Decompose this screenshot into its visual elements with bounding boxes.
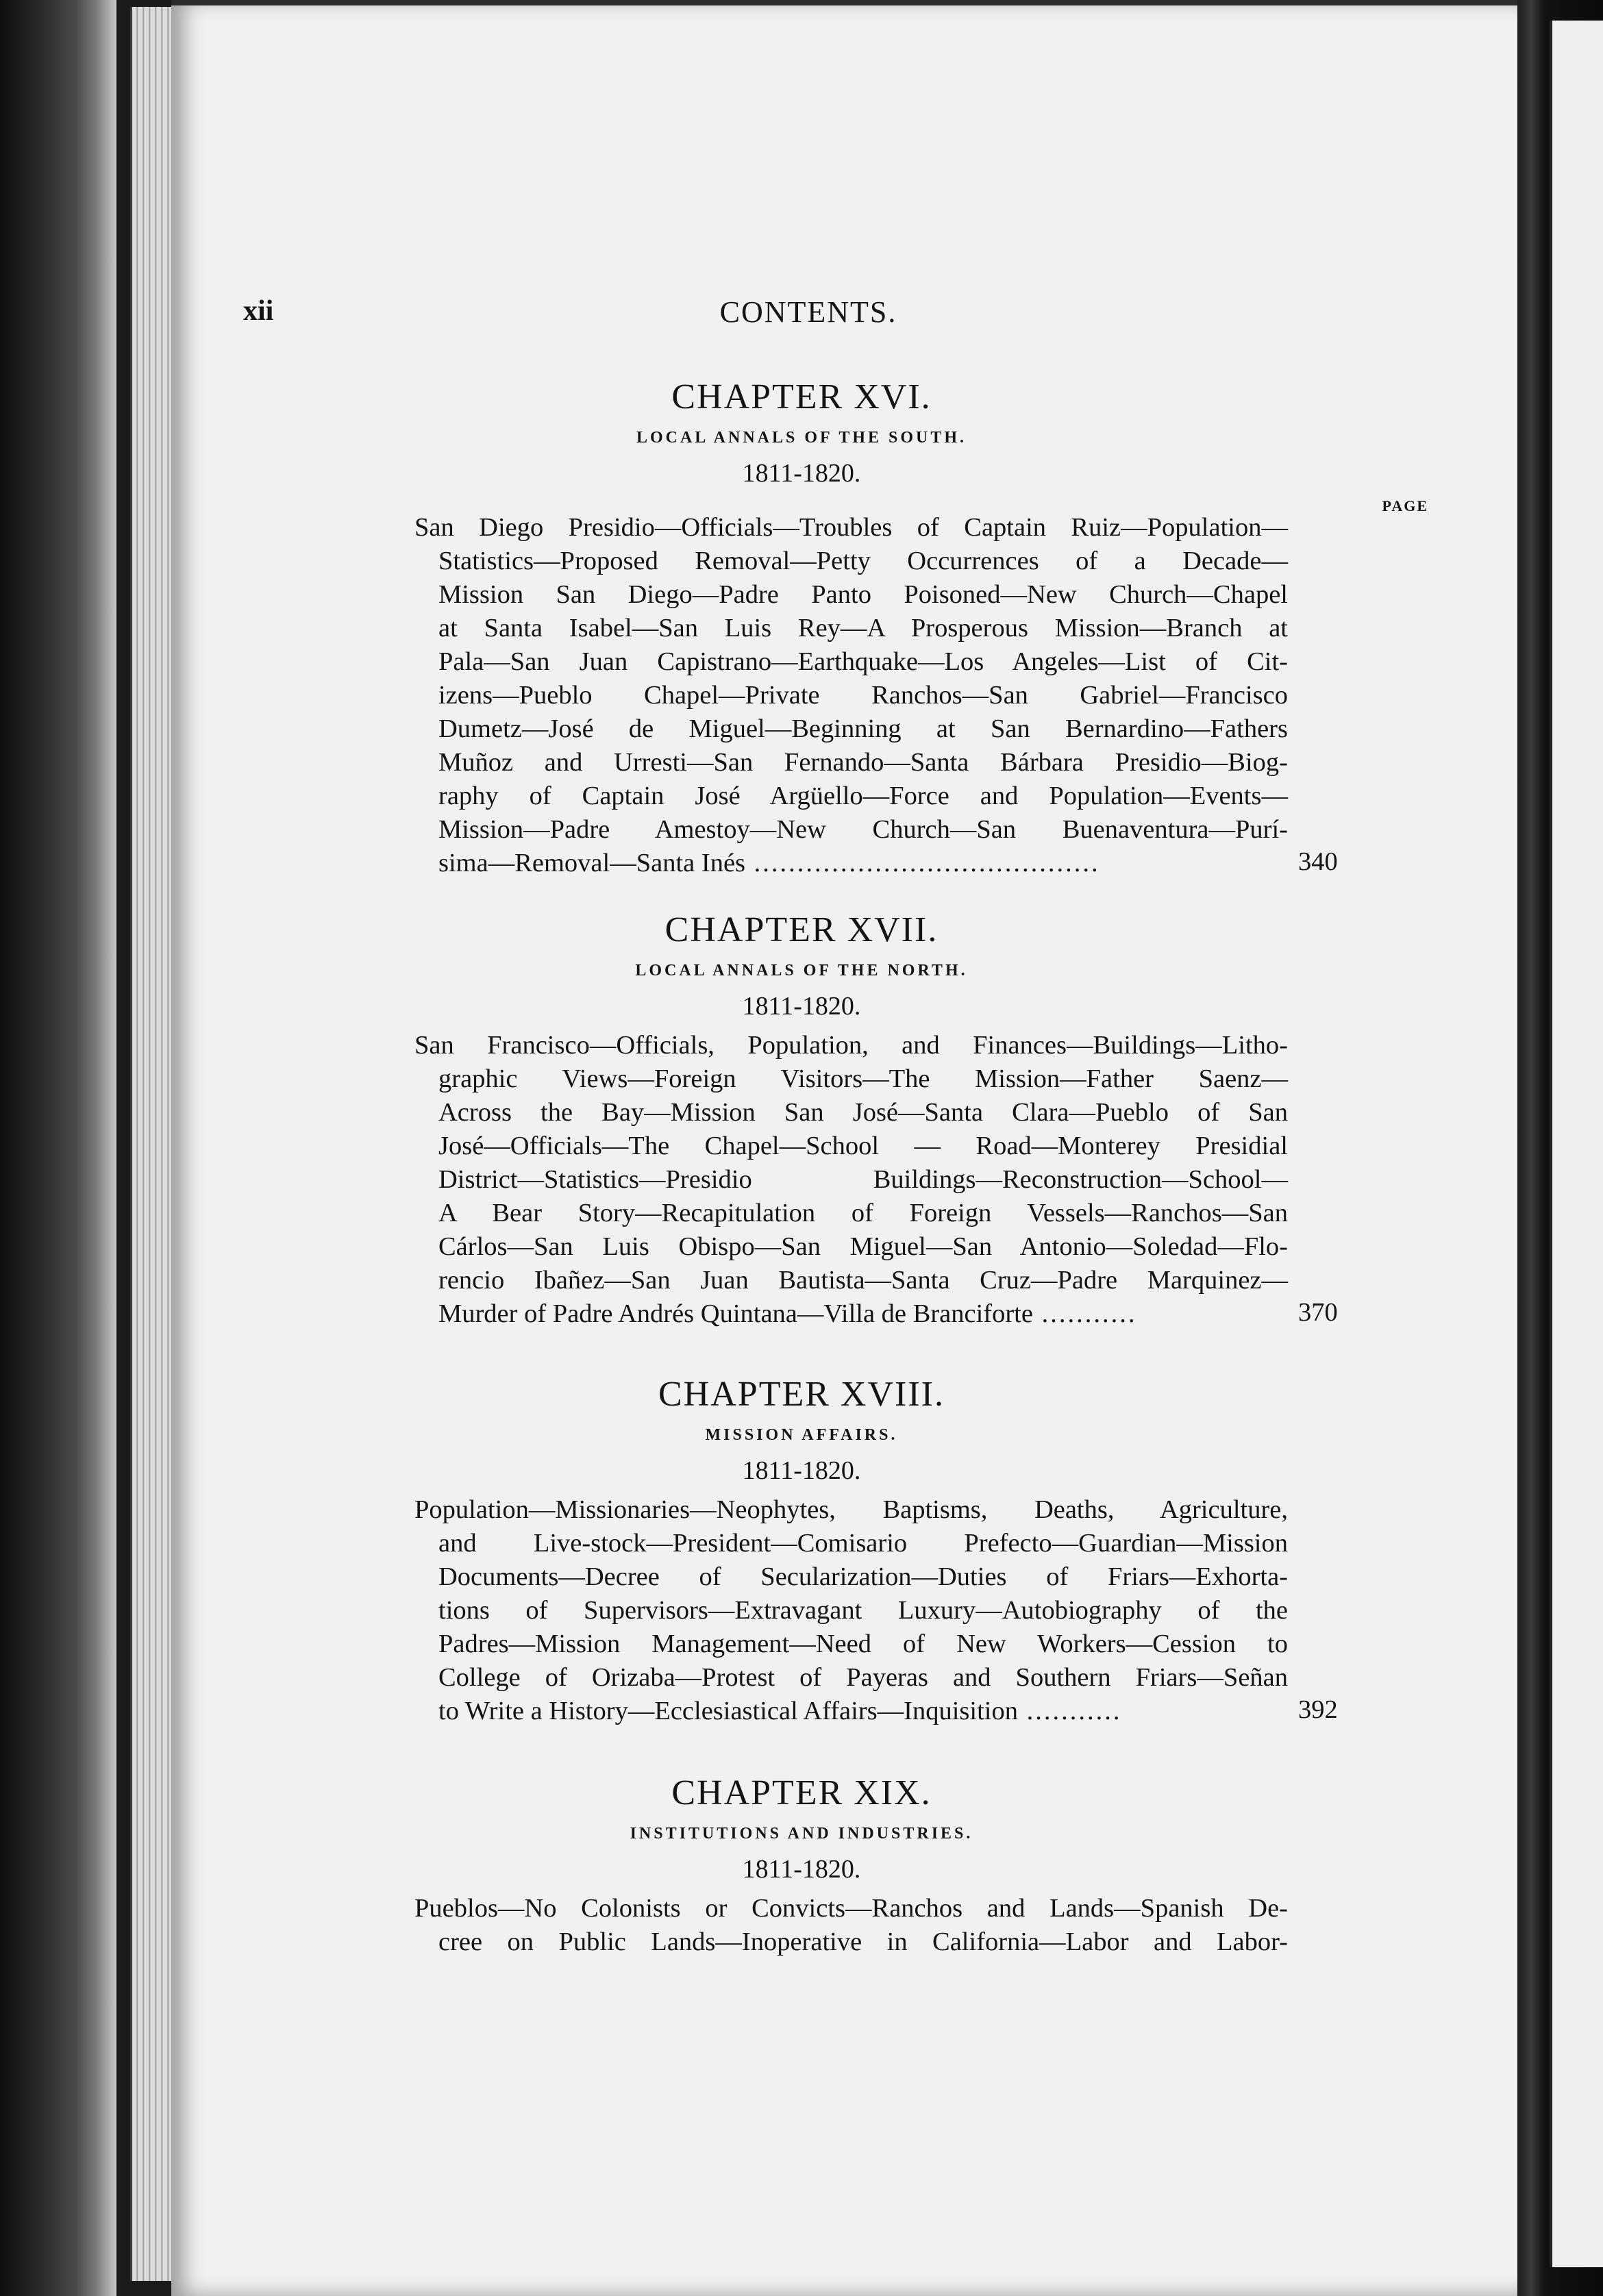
chapter-19-heading xyxy=(0,1771,1603,1885)
synopsis-line: Dumetz—José de Miguel—Beginning at San Bernardino—Fathers xyxy=(438,714,1288,743)
synopsis-line-last: Murder of Padre Andrés Quintana—Villa de Branciforte ........... xyxy=(438,1299,1137,1328)
synopsis-line-last: to Write a History—Ecclesiastical Affairs—Inquisition ........... xyxy=(438,1697,1122,1725)
page-folio: xii xyxy=(243,295,274,327)
synopsis-line: Mission—Padre Amestoy—New Church—San Buenaventura—Purí- xyxy=(438,815,1288,844)
page-stack-edges xyxy=(130,7,175,2281)
synopsis-line: and Live-stock—President—Comisario Prefecto—Guardian—Mission xyxy=(438,1529,1288,1558)
synopsis-line: Across the Bay—Mission San José—Santa Clara—Pueblo of San xyxy=(438,1098,1288,1127)
chapter-17-page-number: 370 xyxy=(1298,1298,1338,1327)
chapter-subtitle: INSTITUTIONS AND INDUSTRIES. xyxy=(630,1825,973,1843)
synopsis-line-last: sima—Removal—Santa Inés ........................................ xyxy=(438,849,1100,877)
synopsis-line: San Francisco—Officials, Population, and Finances—Buildings—Litho- xyxy=(414,1031,1288,1060)
chapter-16-synopsis xyxy=(414,511,1288,880)
chapter-title: CHAPTER XIX. xyxy=(671,1773,932,1812)
synopsis-line: Muñoz and Urresti—San Fernando—Santa Bárbara Presidio—Biog- xyxy=(438,748,1288,777)
chapter-dates: 1811-1820. xyxy=(742,1855,861,1884)
chapter-dates: 1811-1820. xyxy=(742,992,861,1021)
synopsis-line: tions of Supervisors—Extravagant Luxury—Autobiography of the xyxy=(438,1596,1288,1625)
synopsis-line: graphic Views—Foreign Visitors—The Mission—Father Saenz— xyxy=(438,1064,1288,1093)
chapter-19-synopsis xyxy=(414,1892,1288,1959)
synopsis-line: Statistics—Proposed Removal—Petty Occurrences of a Decade— xyxy=(438,547,1288,575)
synopsis-line: Mission San Diego—Padre Panto Poisoned—New Church—Chapel xyxy=(438,580,1288,609)
synopsis-line: Padres—Mission Management—Need of New Workers—Cession to xyxy=(438,1630,1288,1658)
next-page-edge xyxy=(1550,21,1603,2267)
running-head xyxy=(0,295,1603,336)
chapter-subtitle: LOCAL ANNALS OF THE NORTH. xyxy=(635,962,968,979)
chapter-18-synopsis xyxy=(414,1493,1288,1728)
chapter-title: CHAPTER XVII. xyxy=(664,910,939,949)
synopsis-line: Population—Missionaries—Neophytes, Baptisms, Deaths, Agriculture, xyxy=(414,1495,1288,1524)
top-rule xyxy=(171,0,1524,5)
synopsis-line: Pueblos—No Colonists or Convicts—Ranchos and Lands—Spanish De- xyxy=(414,1894,1288,1923)
synopsis-line: A Bear Story—Recapitulation of Foreign Vessels—Ranchos—San xyxy=(438,1199,1288,1227)
chapter-dates: 1811-1820. xyxy=(742,459,861,488)
chapter-title: CHAPTER XVIII. xyxy=(658,1375,945,1414)
synopsis-line: rencio Ibañez—San Juan Bautista—Santa Cruz—Padre Marquinez— xyxy=(438,1266,1288,1295)
synopsis-line: izens—Pueblo Chapel—Private Ranchos—San Gabriel—Francisco xyxy=(438,681,1288,710)
chapter-18-heading xyxy=(0,1373,1603,1486)
chapter-16-page-number: 340 xyxy=(1298,847,1338,876)
synopsis-line: cree on Public Lands—Inoperative in California—Labor and Labor- xyxy=(438,1927,1288,1956)
book-left-edge xyxy=(0,0,116,2296)
synopsis-line: San Diego Presidio—Officials—Troubles of Captain Ruiz—Population— xyxy=(414,513,1288,542)
page-column-label: PAGE xyxy=(1382,497,1428,514)
synopsis-line: Pala—San Juan Capistrano—Earthquake—Los Angeles—List of Cit- xyxy=(438,647,1288,676)
chapter-16-heading xyxy=(0,375,1603,489)
synopsis-line: raphy of Captain José Argüello—Force and Population—Events— xyxy=(438,782,1288,810)
synopsis-line: at Santa Isabel—San Luis Rey—A Prosperous Mission—Branch at xyxy=(438,614,1288,642)
synopsis-line: Documents—Decree of Secularization—Duties of Friars—Exhorta- xyxy=(438,1562,1288,1591)
running-title: CONTENTS. xyxy=(719,295,897,329)
synopsis-line: José—Officials—The Chapel—School — Road—Monterey Presidial xyxy=(438,1132,1288,1160)
chapter-dates: 1811-1820. xyxy=(742,1456,861,1485)
synopsis-line: Cárlos—San Luis Obispo—San Miguel—San Antonio—Soledad—Flo- xyxy=(438,1232,1288,1261)
synopsis-line: District—Statistics—Presidio Buildings—Reconstruction—School— xyxy=(438,1165,1288,1194)
chapter-title: CHAPTER XVI. xyxy=(671,377,932,416)
chapter-subtitle: MISSION AFFAIRS. xyxy=(705,1426,898,1444)
chapter-18-page-number: 392 xyxy=(1298,1695,1338,1724)
chapter-17-heading xyxy=(0,908,1603,1022)
chapter-17-synopsis xyxy=(414,1029,1288,1331)
chapter-subtitle: LOCAL ANNALS OF THE SOUTH. xyxy=(636,429,967,447)
synopsis-line: College of Orizaba—Protest of Payeras and Southern Friars—Señan xyxy=(438,1663,1288,1692)
